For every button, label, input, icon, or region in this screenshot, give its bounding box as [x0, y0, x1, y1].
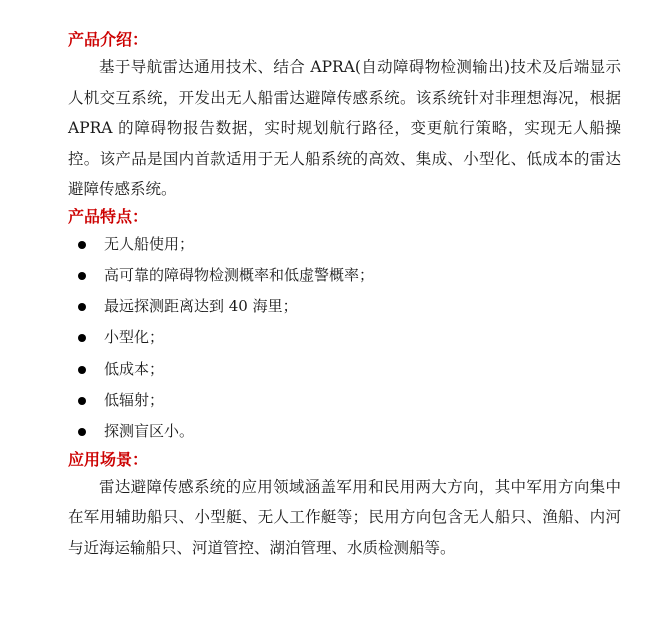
- applications-paragraph: 雷达避障传感系统的应用领域涵盖军用和民用两大方向，其中军用方向集中在军用辅助船只、小型艇、无人工作艇等；民用方向包含无人船只、渔船、内河与近海运输船只、河道管控、湖泊管理、水质检测船等。: [68, 477, 621, 557]
- bullet-icon: [78, 241, 86, 249]
- feature-text: 低辐射；: [104, 390, 165, 409]
- list-item: [68, 416, 621, 447]
- bullet-icon: [78, 334, 86, 342]
- bullet-icon: [78, 428, 86, 436]
- intro-heading: 产品介绍：: [68, 30, 149, 49]
- intro-paragraph: 基于导航雷达通用技术、结合 APRA(自动障碍物检测输出)技术及后端显示人机交互系统，开发出无人船雷达避障传感系统。该系统针对非理想海况，根据 APRA 的障碍物报告数据，实时规划航行路径，变更航行策略，实现无人船操控。该产品是国内首款适用于无人船系统的高效、集成、小型化、低成本的雷达避障传感系统。: [68, 58, 621, 198]
- list-item: [68, 322, 621, 353]
- feature-text: 最远探测距离达到 40 海里；: [104, 297, 298, 316]
- bullet-icon: [78, 272, 86, 280]
- list-item: [68, 354, 621, 385]
- feature-text: 探测盲区小。: [104, 422, 195, 441]
- bullet-icon: [78, 397, 86, 405]
- list-item: [68, 229, 621, 260]
- list-item: [68, 385, 621, 416]
- list-item: [68, 291, 621, 322]
- feature-text: 无人船使用；: [104, 234, 195, 253]
- features-heading: 产品特点：: [68, 206, 149, 226]
- feature-text: 高可靠的障碍物检测概率和低虚警概率；: [104, 265, 375, 284]
- bullet-icon: [78, 303, 86, 311]
- applications-heading: 应用场景：: [68, 449, 149, 469]
- bullet-icon: [78, 366, 86, 374]
- feature-text: 小型化；: [104, 328, 165, 347]
- features-list: [68, 229, 621, 448]
- feature-text: 低成本；: [104, 359, 165, 378]
- list-item: [68, 260, 621, 291]
